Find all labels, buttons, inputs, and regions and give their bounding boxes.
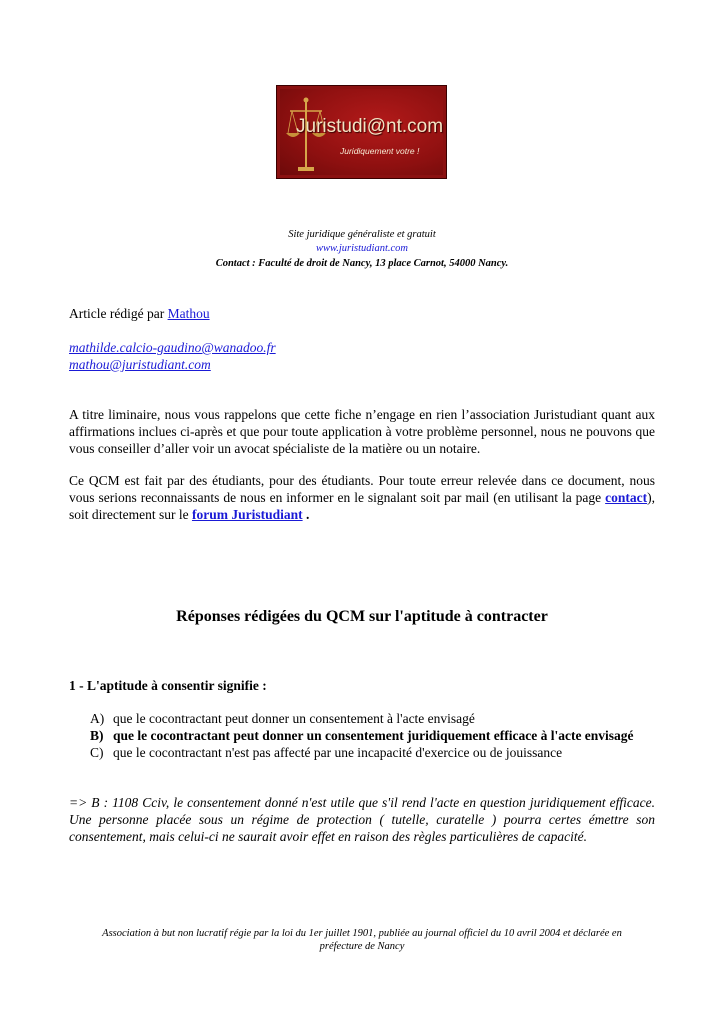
paragraph2-start: Ce QCM est fait par des étudiants, pour des étudiants. Pour toute erreur relevée dans ce document, nous vous serions reconnaissants de nous en informer en le signalant soit par mail (en utilisant la page [69, 473, 655, 505]
answer-explanation: => B : 1108 Cciv, le consentement donné n'est utile que s'il rend l'acte en question juridiquement efficace. Une personne placée sous un régime de protection ( tutelle, curatelle ) pourra certes émettre son consentement, mais celui-ci ne saurait avoir effet en raison des règles particulières de capacité. [69, 795, 655, 844]
option-b [90, 727, 655, 744]
option-text: que le cocontractant peut donner un consentement à l'acte envisagé [113, 711, 475, 726]
forum-link[interactable]: forum Juristudiant [191, 507, 303, 522]
paragraph2-mid: ), soit directement sur le [69, 490, 655, 522]
question-label: 1 - L'aptitude à consentir signifie : [69, 678, 267, 693]
footer-note: Association à but non lucratif régie par la loi du 1er juillet 1901, publiée au journal officiel du 10 avril 2004 et déclarée en préfecture de Nancy [102, 928, 622, 952]
intro-paragraph-1: A titre liminaire, nous vous rappelons que cette fiche n’engage en rien l’association Juristudiant quant aux affirmations inclues ci-après et que pour toute application à votre problème personnel, nous ne pouvons que vous conseiller d’aller voir un avocat spécialiste de la matière ou un notaire. [69, 407, 655, 456]
logo-brand-text: Juristudi@nt.com [296, 116, 444, 137]
option-letter: C) [90, 745, 104, 760]
site-description: Site juridique généraliste et gratuit [288, 229, 436, 240]
options-list [90, 710, 655, 761]
option-letter: A) [90, 711, 105, 726]
logo-tagline: Juridiquement votre ! [340, 146, 420, 156]
option-letter: B) [90, 728, 104, 743]
intro-paragraph-2 [69, 472, 655, 523]
site-url-link[interactable]: www.juristudiant.com [316, 243, 408, 254]
option-c [90, 744, 655, 761]
author-emails [69, 339, 655, 373]
page-title: Réponses rédigées du QCM sur l'aptitude à contracter [176, 608, 548, 625]
email-link-2[interactable]: mathou@juristudiant.com [69, 357, 211, 372]
author-name-link[interactable]: Mathou [167, 306, 210, 321]
contact-link[interactable]: contact [605, 490, 648, 505]
contact-address: Contact : Faculté de droit de Nancy, 13 place Carnot, 54000 Nancy. [215, 258, 509, 269]
site-logo [276, 85, 447, 179]
option-text: que le cocontractant n'est pas affecté par une incapacité d'exercice ou de jouissance [113, 745, 563, 760]
paragraph2-end: . [302, 507, 310, 522]
email-link-1[interactable]: mathilde.calcio-gaudino@wanadoo.fr [69, 340, 276, 355]
option-text: que le cocontractant peut donner un consentement juridiquement efficace à l'acte envisagé [113, 728, 634, 743]
author-line [69, 305, 655, 322]
option-a [90, 710, 655, 727]
author-prefix: Article rédigé par [69, 306, 168, 321]
